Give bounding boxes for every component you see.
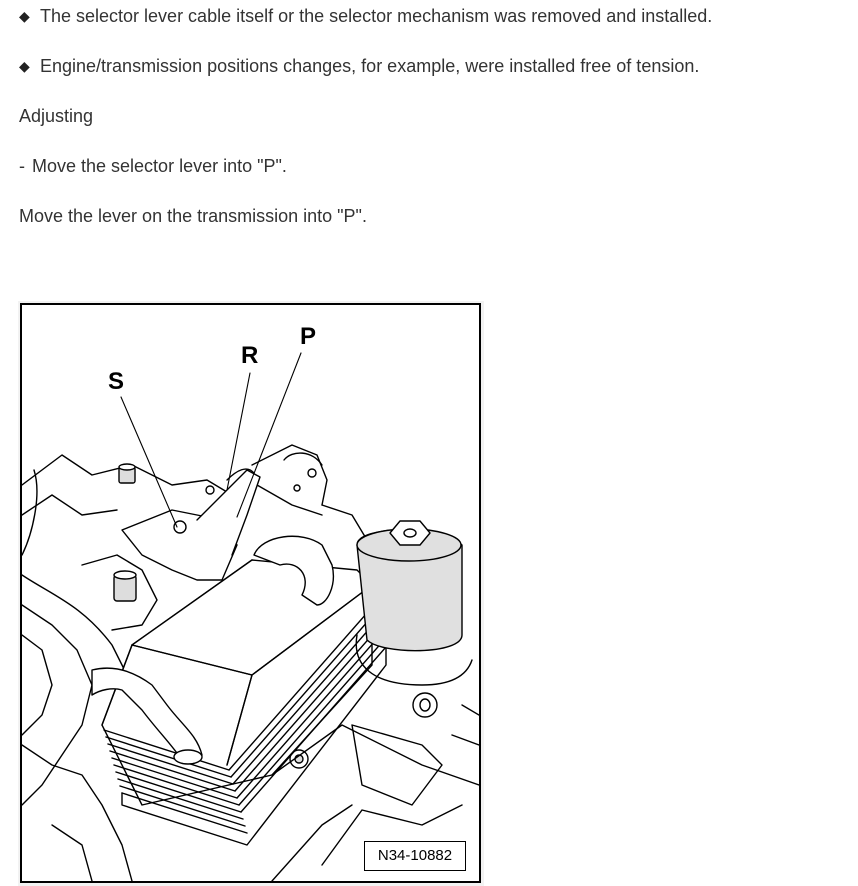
step-marker: - bbox=[19, 156, 25, 176]
figure-reference-label: N34-10882 bbox=[364, 841, 466, 871]
step-item bbox=[19, 155, 287, 177]
diamond-bullet-icon: ◆ bbox=[19, 58, 30, 74]
illustration-frame bbox=[20, 303, 481, 883]
callout-label-s: S bbox=[108, 368, 125, 395]
bullet-text: The selector lever cable itself or the selector mechanism was removed and installed. bbox=[40, 6, 713, 26]
oil-filter-drawing bbox=[356, 521, 479, 745]
bullet-item-1 bbox=[19, 5, 712, 27]
technical-illustration bbox=[18, 301, 484, 886]
diamond-bullet-icon: ◆ bbox=[19, 8, 30, 24]
selector-lever-drawing bbox=[122, 469, 260, 580]
callout-leader-lines bbox=[121, 353, 301, 527]
bullet-text: Engine/transmission positions changes, for example, were installed free of tension. bbox=[40, 56, 700, 76]
callout-label-p: P bbox=[300, 323, 317, 350]
callout-label-r: R bbox=[241, 342, 259, 369]
paragraph: Move the lever on the transmission into "P". bbox=[19, 206, 367, 226]
section-heading: Adjusting bbox=[19, 106, 94, 126]
transmission-drawing bbox=[22, 305, 479, 881]
bullet-item-2 bbox=[19, 55, 699, 77]
step-text: Move the selector lever into "P". bbox=[32, 156, 287, 176]
